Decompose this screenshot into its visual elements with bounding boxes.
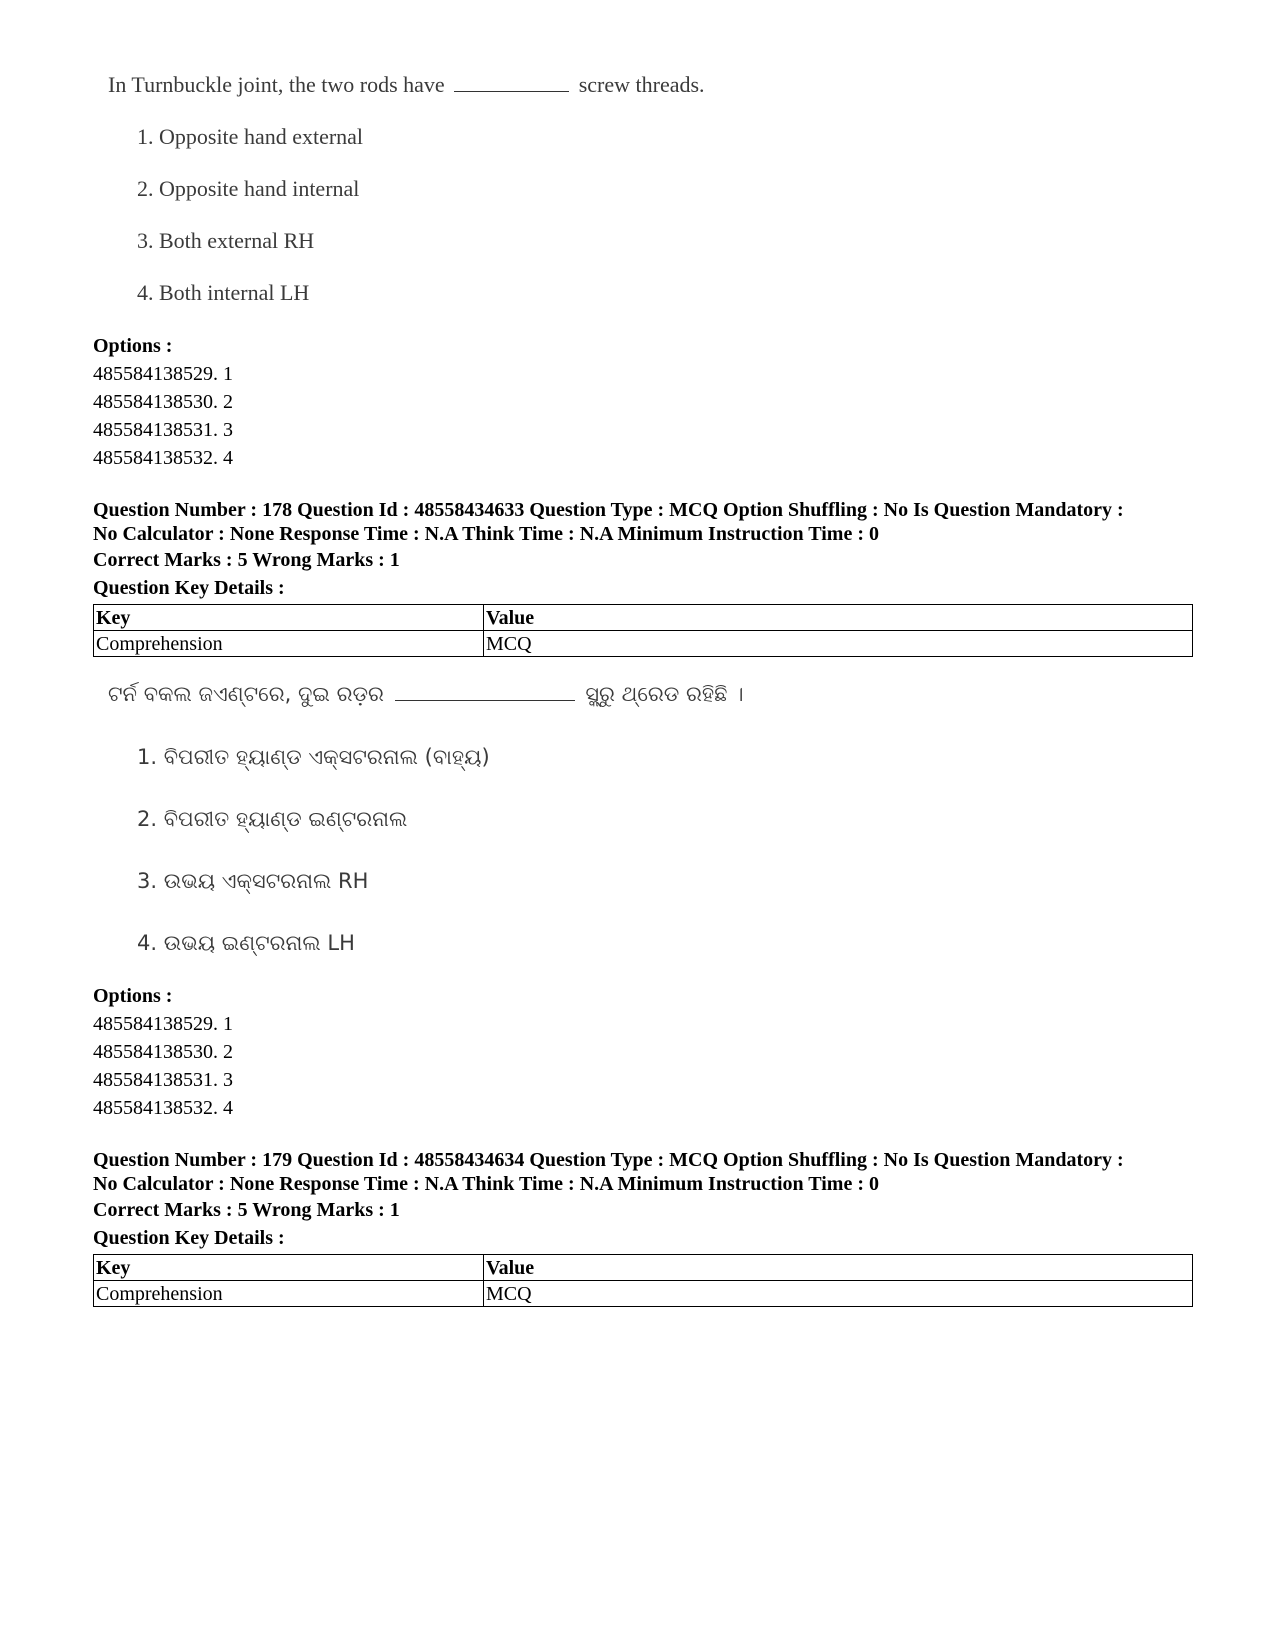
option-id: 485584138529. 1	[93, 1013, 233, 1035]
header-value: Value	[484, 1255, 1193, 1281]
header-key: Key	[94, 605, 484, 631]
table-row	[94, 1281, 1193, 1307]
option-id: 485584138532. 4	[93, 1097, 233, 1119]
option-id: 485584138530. 2	[93, 391, 233, 413]
table-header-row	[94, 605, 1193, 631]
table-row	[94, 631, 1193, 657]
stem-before: In Turnbuckle joint, the two rods have	[108, 72, 445, 97]
option-id: 485584138529. 1	[93, 363, 233, 385]
question-stem	[108, 72, 705, 98]
stem-after: screw threads.	[578, 72, 705, 97]
question-image-english	[93, 72, 993, 322]
choice-1: 1. Opposite hand external	[137, 124, 364, 149]
option-id: 485584138531. 3	[93, 1069, 233, 1091]
stem-before: ଟର୍ନ ବକଲ ଜଏଣ୍ଟରେ, ଦୁଇ ରଡ଼ର	[108, 682, 384, 706]
table-header-row	[94, 1255, 1193, 1281]
choice-2: 2. ବିପରୀତ ହ୍ୟାଣ୍ଡ ଇଣ୍ଟରନାଲ	[137, 807, 408, 831]
meta-line-2: No Calculator : None Response Time : N.A Think Time : N.A Minimum Instruction Time : 0	[93, 523, 879, 545]
question-image-odia	[93, 682, 993, 962]
choice-3: 3. ଉଭୟ ଏକ୍ସଟରନାଲ RH	[137, 869, 369, 893]
question-meta	[93, 1148, 1203, 1196]
option-id: 485584138530. 2	[93, 1041, 233, 1063]
choice-4: 4. Both internal LH	[137, 280, 310, 305]
cell-value: MCQ	[484, 1281, 1193, 1307]
meta-line-2: No Calculator : None Response Time : N.A Think Time : N.A Minimum Instruction Time : 0	[93, 1173, 879, 1195]
key-details-table	[93, 1254, 1193, 1307]
option-id: 485584138532. 4	[93, 447, 233, 469]
options-title: Options :	[93, 335, 173, 357]
stem-after: ସ୍କ୍ରୁ ଥ୍ରେଡ ରହିଛି ।	[585, 682, 744, 706]
cell-key: Comprehension	[94, 1281, 484, 1307]
key-details-title: Question Key Details :	[93, 577, 285, 599]
key-details-title: Question Key Details :	[93, 1227, 285, 1249]
option-id: 485584138531. 3	[93, 419, 233, 441]
choice-4: 4. ଉଭୟ ଇଣ୍ଟରନାଲ LH	[137, 931, 355, 955]
question-stem	[108, 682, 744, 707]
meta-line-1: Question Number : 178 Question Id : 48558434633 Question Type : MCQ Option Shuffling : No Is Question Mandatory :	[93, 499, 1124, 521]
marks-line: Correct Marks : 5 Wrong Marks : 1	[93, 1199, 400, 1221]
answer-blank	[454, 90, 569, 92]
header-key: Key	[94, 1255, 484, 1281]
choice-2: 2. Opposite hand internal	[137, 176, 360, 201]
choice-3: 3. Both external RH	[137, 228, 315, 253]
answer-blank	[395, 699, 575, 701]
choice-1: 1. ବିପରୀତ ହ୍ୟାଣ୍ଡ ଏକ୍ସଟରନାଲ (ବାହ୍ୟ)	[137, 745, 490, 769]
marks-line: Correct Marks : 5 Wrong Marks : 1	[93, 549, 400, 571]
cell-value: MCQ	[484, 631, 1193, 657]
meta-line-1: Question Number : 179 Question Id : 48558434634 Question Type : MCQ Option Shuffling : No Is Question Mandatory :	[93, 1149, 1124, 1171]
options-title: Options :	[93, 985, 173, 1007]
question-meta	[93, 498, 1203, 546]
cell-key: Comprehension	[94, 631, 484, 657]
header-value: Value	[484, 605, 1193, 631]
key-details-table	[93, 604, 1193, 657]
